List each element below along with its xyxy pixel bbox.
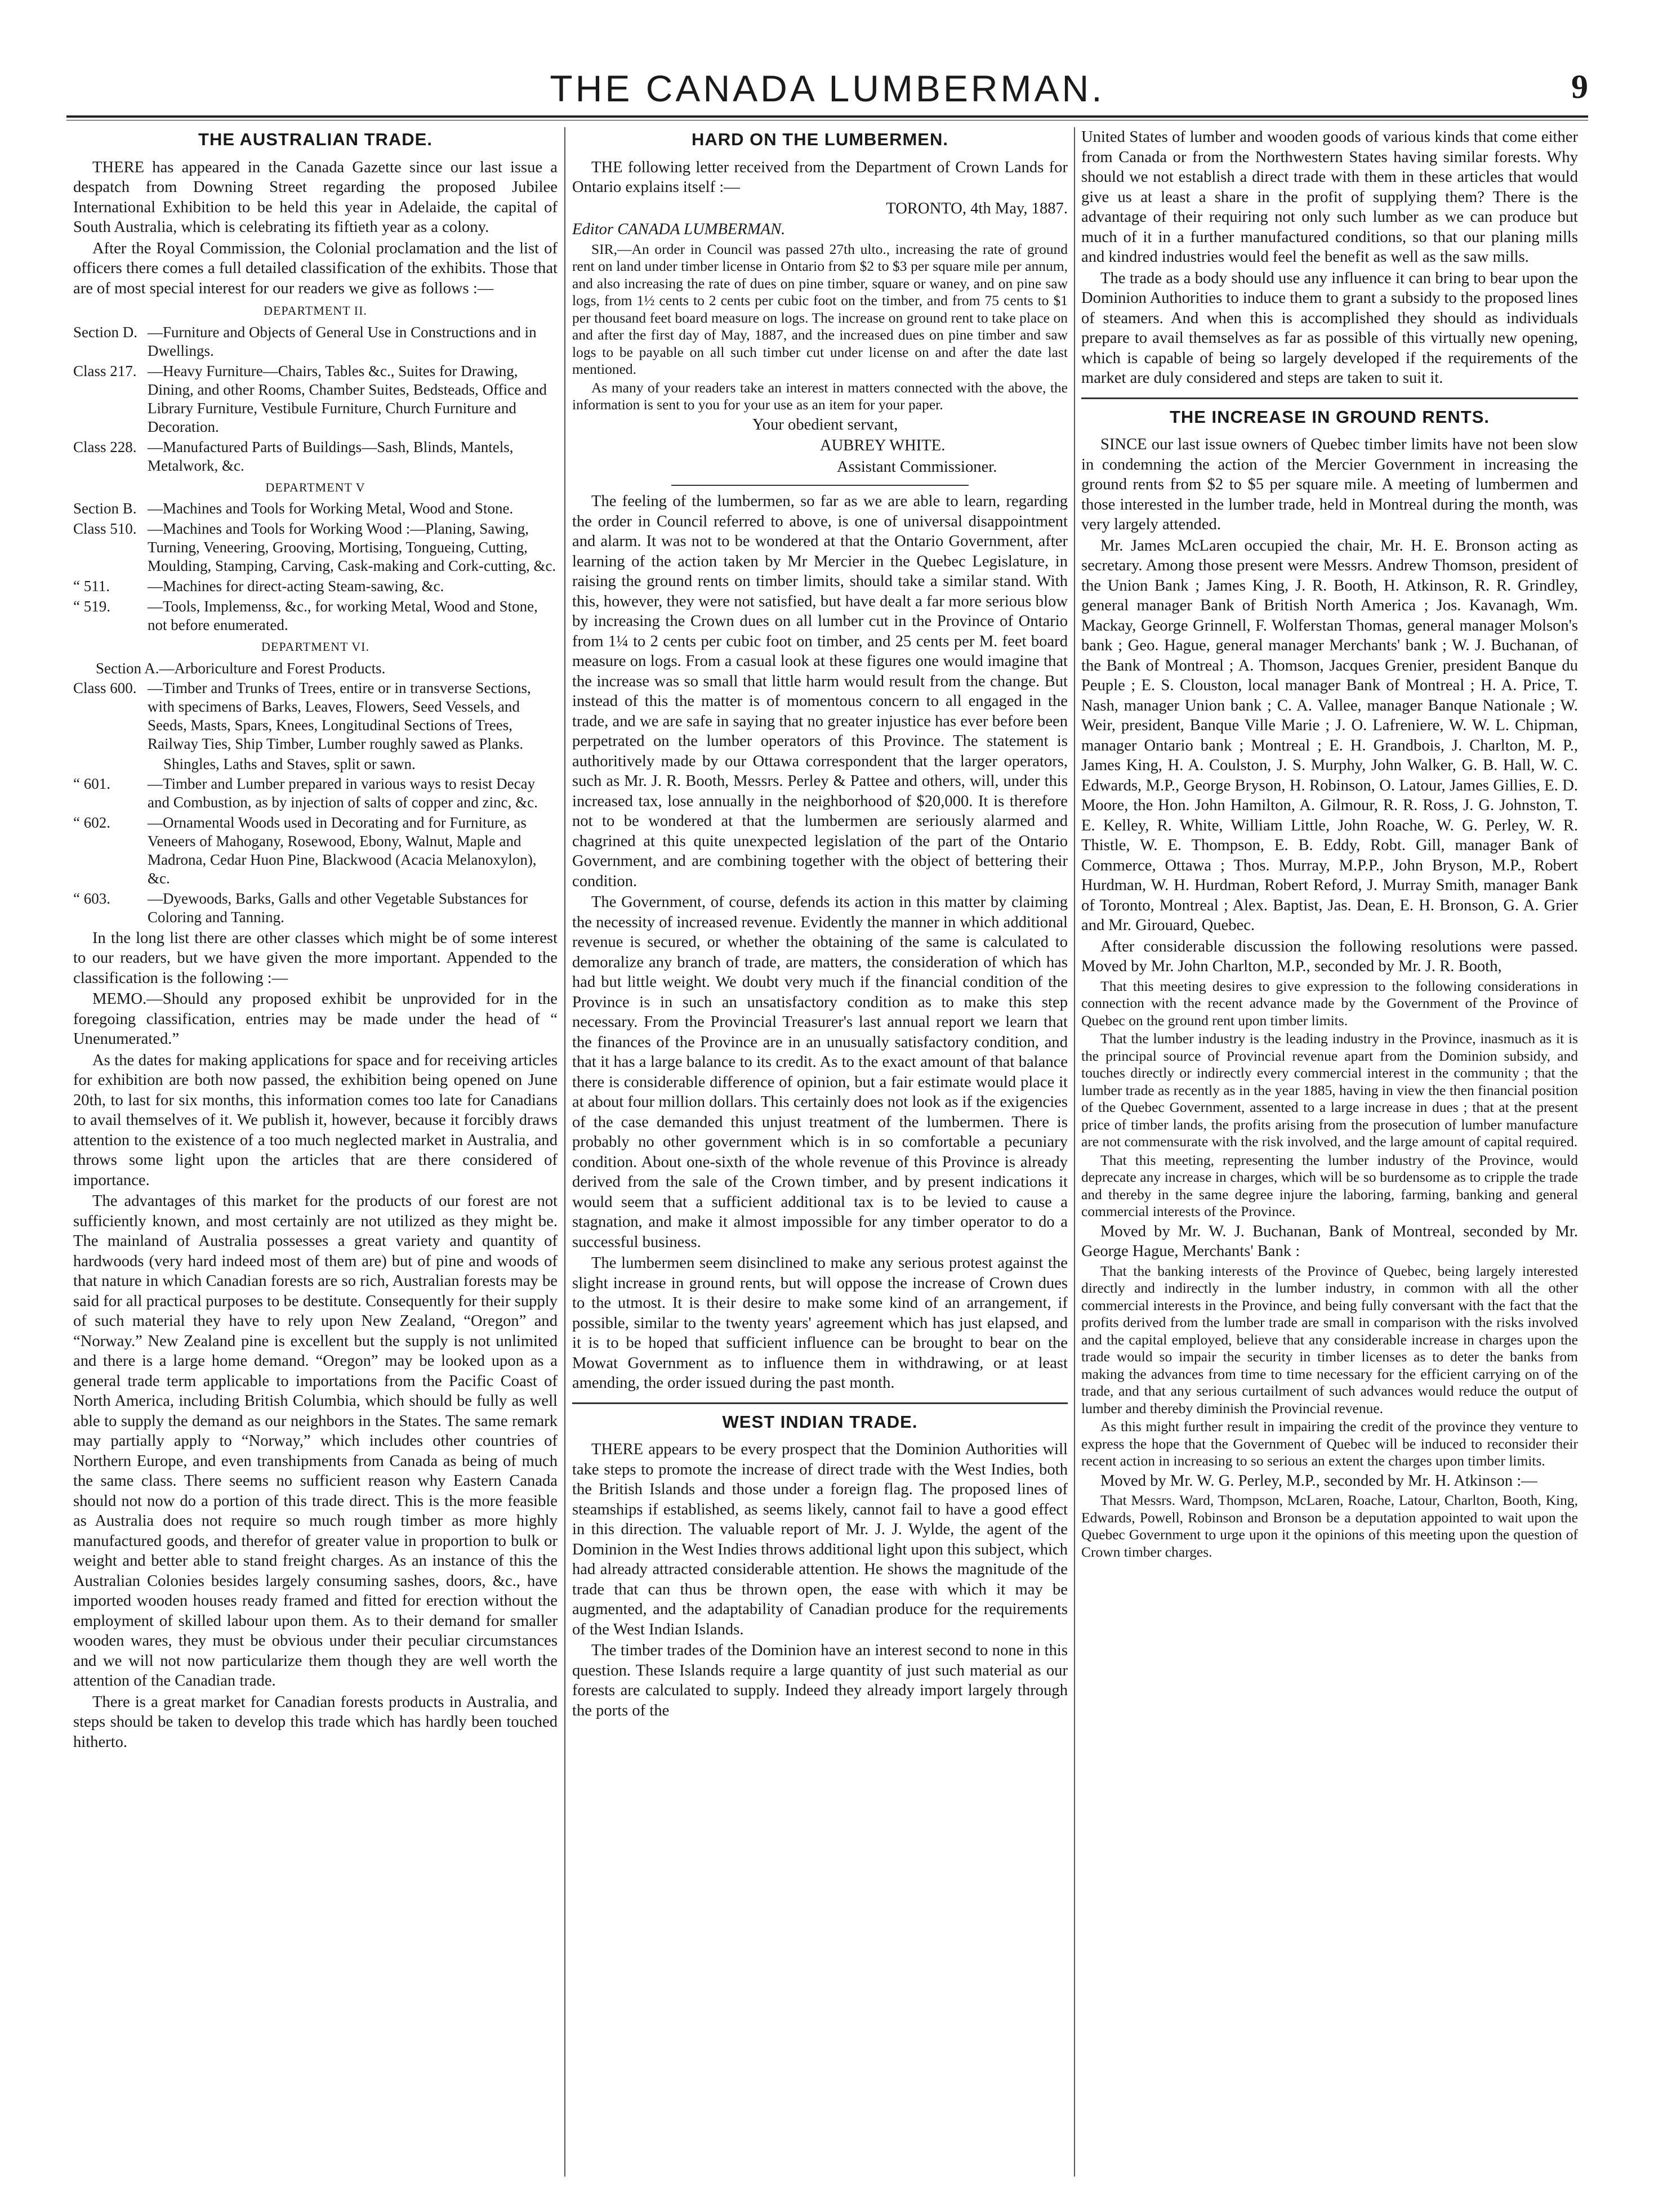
- class-entry: [73, 597, 558, 634]
- article-heading-west-indian-trade: WEST INDIAN TRADE.: [722, 1411, 918, 1432]
- class-label: “ 603.: [73, 890, 110, 907]
- paragraph: The Government, of course, defends its action in this matter by claiming the necessity of increased revenue. Evidently the manner in which additional revenue is secured, or whether the obtaining of the same is calculated to demoralize any branch of trade, are matters, the consideration of which has had but little weight. We doubt very much if the financial condition of the Province is in such an unsatisfactory condition as to make this step necessary. From the Provincial Treasurer's last annual report we learn that the finances of the Province are in an unusually satisfactory condition, and that it has a large balance to its credit. As to the exact amount of that balance there is considerable difference of opinion, but a fair estimate would place it at about four million dollars. This certainly does not look as if the exigencies of the case demanded this unjust treatment of the lumbermen. There is probably no other government which is in so comfortable a pecuniary condition. About one-sixth of the whole revenue of this Province is already derived from the sale of the Crown timber, and by present indications it would seem that a sufficient additional tax is to be levied to cause a stagnation, and make it almost impossible for any timber operator to do a successful business.: [572, 893, 1068, 1251]
- letter-paragraph: As many of your readers take an interest in matters connected with the above, the information is sent to you for your use as an item for your paper.: [572, 379, 1068, 413]
- class-text: —Furniture and Objects of General Use in Constructions and in Dwellings.: [148, 323, 537, 359]
- article-heading-australian-trade: THE AUSTRALIAN TRADE.: [198, 129, 433, 149]
- class-label: Section B.: [73, 500, 137, 517]
- paragraph: The lumbermen seem disinclined to make any serious protest against the slight increase in ground rents, but will oppose the increase of Crown dues to the utmost. It is their desire to make some kind of an arrangement, if possible, similar to the twenty years' agreement which has just elapsed, and it is to be hoped that sufficient influence can be brought to bear on the Mowat Government as to influence them in withdrawing, or at least amending, the order issued during the past month.: [572, 1254, 1068, 1392]
- paragraph: The trade as a body should use any influence it can bring to bear upon the Dominion Authorities to induce them to grant a subsidy to the proposed lines of steamers. And when this is accomplished they should as individuals prepare to avail themselves as far as possible of this virtually new opening, which is capable of being so largely developed if the requirements of the market are duly considered and steps are taken to suit it.: [1081, 269, 1578, 387]
- column-1: [73, 127, 558, 2177]
- class-label: Class 600.: [73, 679, 137, 696]
- paragraph: THERE has appeared in the Canada Gazette since our last issue a despatch from Downing Street regarding the proposed Jubilee International Exhibition to be held this year in Adelaide, the capital of South Australia, which is celebrating its fiftieth year as a colony.: [73, 158, 558, 236]
- paragraph: Moved by Mr. W. G. Perley, M.P., seconded by Mr. H. Atkinson :—: [1100, 1472, 1537, 1490]
- class-entry: [73, 890, 558, 927]
- class-entry: [73, 499, 558, 518]
- letter-signer: AUBREY WHITE.: [820, 437, 946, 454]
- paragraph: SINCE our last issue owners of Quebec timber limits have not been slow in condemning the action of the Mercier Government in increasing the ground rents from $2 to $5 per square mile. A meeting of lumbermen and those interested in the lumber trade, held in Montreal during the month, was very largely attended.: [1081, 436, 1578, 533]
- paragraph: Mr. James McLaren occupied the chair, Mr. H. E. Bronson acting as secretary. Among those present were Messrs. Andrew Thomson, president of the Union Bank ; James King, J. R. Booth, H. Atkinson, R. R. Grindley, general manager Bank of British North America ; Jos. Kavanagh, Wm. Mackay, George Grinnell, F. Wolferstan Thomas, general manager Molson's bank ; Geo. Hague, general manager Merchants' bank ; W. J. Buchanan, of the Bank of Montreal ; A. Thomson, Jacques Grenier, president Banque du Peuple ; E. S. Clouston, local manager Bank of Montreal ; H. A. Price, T. Nash, manager Union bank ; C. A. Vallee, manager Banque Nationale ; W. Weir, president, Banque Ville Marie ; J. O. Lafreniere, W. W. L. Chipman, manager Ontario bank ; Montreal ; E. H. Grandbois, J. Charlton, M. P., James King, H. A. Coulston, J. S. Murphy, John Walker, G. B. Hall, W. C. Edwards, M.P., George Bryson, H. Robinson, O. Latour, James Gillies, E. D. Moore, the Hon. John Hamilton, A. Gilmour, R. R. Ross, J. G. Johnston, T. E. Kelley, R. White, William Little, John Roache, W. G. Perley, W. R. Thistle, W. E. Thompson, E. B. Eddy, Robt. Gill, manager Bank of Commerce, Ottawa ; Thos. Murray, M.P.P., John Bryson, M.P., Robert Hurdman, W. H. Hurdman, Robert Reford, J. Murray Smith, manager Bank of Toronto, Montreal ; Alex. Baptist, Jas. Dean, E. H. Bronson, G. A. Grier and Mr. Girouard, Quebec.: [1081, 537, 1578, 934]
- resolution-paragraph: That this meeting, representing the lumber industry of the Province, would deprecate any increase in charges, which will be so burdensome as to cripple the trade and thereby in the same degree injure the laboring, farming, banking and general commercial interests of the Province.: [1081, 1151, 1578, 1219]
- separator-rule: [671, 485, 969, 486]
- paragraph: United States of lumber and wooden goods of various kinds that come either from Canada or from the Northwestern States having similar forests. Why should we not establish a direct trade with them in these articles that would give us at least a share in the profit of supplying them? There is the advantage of their requiring not only such lumber as we can produce but much of it in a further manufactured conditions, so that our planing mills and kindred industries would feel the benefit as well as the saw mills.: [1081, 128, 1578, 266]
- letter-paragraph: SIR,—An order in Council was passed 27th ulto., increasing the rate of ground rent on land under timber license in Ontario from $2 to $3 per square mile per annum, and also increasing the rate of dues on pine timber, square or waney, and on pine saw logs, from 1½ cents to 2 cents per cubic foot on the timber, and from 75 cents to $1 per thousand feet board measure on logs. The increase on ground rent to take place on and after the first day of May, 1887, and the increased dues on pine timber and saw logs to be payable on all such timber cut under license on and after the date last mentioned.: [572, 240, 1068, 377]
- class-label: Class 510.: [73, 520, 137, 537]
- resolution-paragraph: That Messrs. Ward, Thompson, McLaren, Roache, Latour, Charlton, Booth, King, Edwards, Powell, Robinson and Bronson be a deputation appointed to wait upon the Quebec Government to urge upon it the opinions of this meeting upon the question of Crown timber charges.: [1081, 1492, 1578, 1560]
- paragraph: After the Royal Commission, the Colonial proclamation and the list of officers there comes a full detailed classification of the exhibits. Those that are of most special interest for our readers we give as follows :—: [73, 239, 558, 297]
- class-entry: [73, 520, 558, 575]
- letter-salutation: Editor CANADA LUMBERMAN.: [572, 221, 786, 238]
- class-label: Class 228.: [73, 438, 137, 455]
- section-line: Section A.—Arboriculture and Forest Products.: [96, 659, 386, 677]
- class-text: —Manufactured Parts of Buildings—Sash, Blinds, Mantels, Metalwork, &c.: [148, 438, 514, 474]
- class-entry: [73, 577, 558, 596]
- class-text: —Timber and Trunks of Trees, entire or in transverse Sections, with specimens of Barks, Leaves, Flowers, Seed Vessels, and Seeds, Masts, Spars, Knees, Longitudinal Sections of Trees, Railway Ties, Ship Timber, Lumber roughly sawed as Planks.: [148, 679, 531, 752]
- class-entry: [73, 362, 558, 436]
- class-entry: [73, 323, 558, 360]
- class-label: “ 602.: [73, 814, 110, 831]
- resolution-paragraph: That the banking interests of the Province of Quebec, being largely interested directly and indirectly in the lumber industry, in common with all the other commercial interests in the Province, and being fully conversant with the fact that the profits derived from the lumber trade are small in comparison with the risks involved and the capital employed, believe that any considerable increase in charges upon the trade would so impair the security in timber licenses as to deter the banks from making the advances from time to time necessary for the efficient carrying on of the trade, and that any serious curtailment of such advances would reduce the output of lumber and thereby diminish the Provincial revenue.: [1081, 1262, 1578, 1416]
- class-label: “ 511.: [73, 578, 110, 595]
- paragraph: The timber trades of the Dominion have an interest second to none in this question. These Islands require a large quantity of just such material as our forests are calculated to supply. Indeed they already import largely through the ports of the: [572, 1642, 1068, 1719]
- paragraph: As the dates for making applications for space and for receiving articles for exhibition are both now passed, the exhibition being opened on June 20th, to last for six months, this information comes too late for Canadians to avail themselves of it. We publish it, however, because it forcibly draws attention to the existence of a too much neglected market in Australia, and throws some light upon the articles that are there considered of importance.: [73, 1051, 558, 1189]
- paragraph: THE following letter received from the Department of Crown Lands for Ontario explains itself :—: [572, 158, 1068, 196]
- department-heading: DEPARTMENT V: [265, 480, 365, 494]
- paragraph: THERE appears to be every prospect that the Dominion Authorities will take steps to promote the increase of direct trade with the West Indies, both the British Islands and those under a foreign flag. The proposed lines of steamships if established, as seems likely, cannot fail to have a good effect in this direction. The valuable report of Mr. J. J. Wylde, the agent of the Dominion in the West Indies throws additional light upon this subject, which had already attracted considerable attention. He shows the magnitude of the trade that can thus be thrown open, the ease with which it may be augmented, and the adaptability of Canadian produce for the requirements of the West Indian Islands.: [572, 1441, 1068, 1638]
- newspaper-title: THE CANADA LUMBERMAN.: [550, 68, 1105, 109]
- paragraph: In the long list there are other classes which might be of some interest to our readers, but we have given the more important. Appended to the classification is the following :—: [73, 929, 558, 987]
- class-label: “ 601.: [73, 775, 110, 792]
- column-2: [572, 127, 1068, 2177]
- letter-closing: Your obedient servant,: [752, 415, 898, 434]
- article-heading-hard-on-lumbermen: HARD ON THE LUMBERMEN.: [692, 129, 948, 149]
- resolution-paragraph: That the lumber industry is the leading industry in the Province, inasmuch as it is the principal source of Provincial revenue apart from the Dominion subsidy, and touches directly or indirectly every commercial interest in the community ; that the lumber trade as recently as in the year 1885, having in view the then financial position of the Quebec Government, assented to a large increase in dues ; that at the present price of timber lands, the profits arising from the prosecution of lumber manufacture are not commensurate with the risk involved, and the large amount of capital required.: [1081, 1030, 1578, 1150]
- department-heading: DEPARTMENT VI.: [261, 640, 369, 654]
- class-text: —Heavy Furniture—Chairs, Tables &c., Suites for Drawing, Dining, and other Rooms, Chamber Suites, Bedsteads, Office and Library Furniture, Vestibule Furniture, Church Furniture and Decoration.: [148, 362, 547, 435]
- resolution-paragraph: As this might further result in impairing the credit of the province they venture to express the hope that the Government of Quebec will be induced to reconsider their recent action in increasing to so serious an extent the charges upon timber limits.: [1081, 1418, 1578, 1469]
- letter-signer-title: Assistant Commissioner.: [837, 458, 997, 476]
- masthead-rule: [66, 115, 1588, 118]
- paragraph: After considerable discussion the following resolutions were passed. Moved by Mr. John Charlton, M.P., seconded by Mr. J. R. Booth,: [1081, 937, 1578, 975]
- paragraph: The feeling of the lumbermen, so far as we are able to learn, regarding the order in Council referred to above, is one of universal disappointment and alarm. It was not to be wondered at that the Ontario Government, after learning of the action taken by Mr Mercier in the Quebec Legislature, in raising the ground rents on timber limits, should take a similar stand. With this, however, they were not satisfied, but have dealt a far more serious blow by increasing the Crown dues on all lumber cut in the Province of Ontario from 1¼ to 2 cents per cubic foot on timber, and 25 cents per M. feet board measure on logs. From a casual look at these figures one would imagine that the increase was so small that little harm would result from the change. But instead of this the matter is of momentous concern to all engaged in the trade, and we are safe in saying that no greater injustice has ever before been perpetrated on the lumber operators of this Province. The statement is authoritively made by our Ottawa correspondent that the larger operators, such as Mr. J. R. Booth, Messrs. Perley & Pattee and others, will, under this increased tax, lose annually in the neighborhood of $20,000. It is therefore not to be wondered at that the lumbermen are seriously alarmed and chagrined at this quite unexpected legislation of the part of the Ontario Government, and are combining together with the object of bettering their condition.: [572, 493, 1068, 890]
- column-divider: [564, 127, 565, 2177]
- class-entry: [73, 679, 558, 753]
- department-heading: DEPARTMENT II.: [264, 303, 367, 318]
- resolution-paragraph: That this meeting desires to give expression to the following considerations in connection with the recent advance made by the Government of the Province of Quebec on the ground rent upon timber limits.: [1081, 977, 1578, 1029]
- class-label: “ 519.: [73, 598, 110, 615]
- class-subline: Shingles, Laths and Staves, split or sawn.: [163, 755, 416, 772]
- paragraph: There is a great market for Canadian forests products in Australia, and steps should be taken to develop this trade which has hardly been touched hitherto.: [73, 1693, 558, 1751]
- class-text: —Machines for direct-acting Steam-sawing, &c.: [148, 578, 444, 595]
- column-divider: [1074, 127, 1075, 2177]
- paragraph: The advantages of this market for the products of our forest are not sufficiently known, and most certainly are not utilized as they might be. The mainland of Australia possesses a great variety and quantity of hardwoods (very hard indeed most of them are) but of pine and woods of that nature in which Canadian forests are so rich, Australian forests may be said for all practical purposes to be destitute. Consequently for their supply of such material they have to rely upon New Zealand, “Oregon” and “Norway.” New Zealand pine is excellent but the supply is not unlimited and there is a large home demand. “Oregon” may be looked upon as a general trade term applicable to importations from the Pacific Coast of North America, including British Columbia, which should be fully as well able to supply the demand as our neighbors in the States. The same remark may partially apply to “Norway,” which includes other countries of Northern Europe, and even transhipments from Canada as being of much the same class. There seems no sufficient reason why Eastern Canada should not now do a portion of this trade direct. This is the more feasible as Australia does not require so much rough timber as more highly manufactured goods, and therefor of greater value in proportion to bulk or weight and better able to stand freight charges. As an instance of this the Australian Colonies besides largely consuming sashes, doors, &c., have imported wooden houses ready framed and fitted for erection without the employment of skilled labour upon them. As to their demand for smaller wooden wares, they must be obvious under their peculiar circumstances and we will not now particularize them though they are well worth the attention of the Canadian trade.: [73, 1192, 558, 1690]
- article-separator: [1081, 397, 1578, 399]
- column-3: [1081, 127, 1578, 2177]
- article-heading-ground-rents: THE INCREASE IN GROUND RENTS.: [1169, 406, 1490, 427]
- masthead: [66, 63, 1588, 114]
- article-separator: [572, 1402, 1068, 1404]
- class-text: —Timber and Lumber prepared in various ways to resist Decay and Combustion, as by injection of salts of copper and zinc, &c.: [148, 775, 538, 811]
- class-entry: [73, 775, 558, 812]
- paragraph: MEMO.—Should any proposed exhibit be unprovided for in the foregoing classification, entries may be made under the head of “ Unenumerated.”: [73, 990, 558, 1048]
- page-number: 9: [1571, 68, 1588, 105]
- class-entry: [73, 438, 558, 475]
- class-text: —Ornamental Woods used in Decorating and for Furniture, as Veneers of Mahogany, Rosewood, Ebony, Walnut, Maple and Madrona, Cedar Huon Pine, Blackwood (Acacia Melanoxylon), &c.: [148, 814, 537, 887]
- class-text: —Machines and Tools for Working Wood :—Planing, Sawing, Turning, Veneering, Grooving, Mortising, Tongueing, Cutting, Moulding, Stamping, Carving, Cask-making and Cork-cutting, &c.: [148, 520, 556, 574]
- class-text: —Tools, Implemenss, &c., for working Metal, Wood and Stone, not before enumerated.: [148, 598, 538, 633]
- class-entry: [73, 814, 558, 888]
- class-text: —Machines and Tools for Working Metal, Wood and Stone.: [148, 500, 514, 517]
- class-label: Class 217.: [73, 362, 137, 379]
- class-label: Section D.: [73, 323, 137, 341]
- letter-dateline: TORONTO, 4th May, 1887.: [886, 199, 1068, 217]
- class-text: —Dyewoods, Barks, Galls and other Vegetable Substances for Coloring and Tanning.: [148, 890, 528, 926]
- paragraph: Moved by Mr. W. J. Buchanan, Bank of Montreal, seconded by Mr. George Hague, Merchants' Bank :: [1081, 1222, 1578, 1260]
